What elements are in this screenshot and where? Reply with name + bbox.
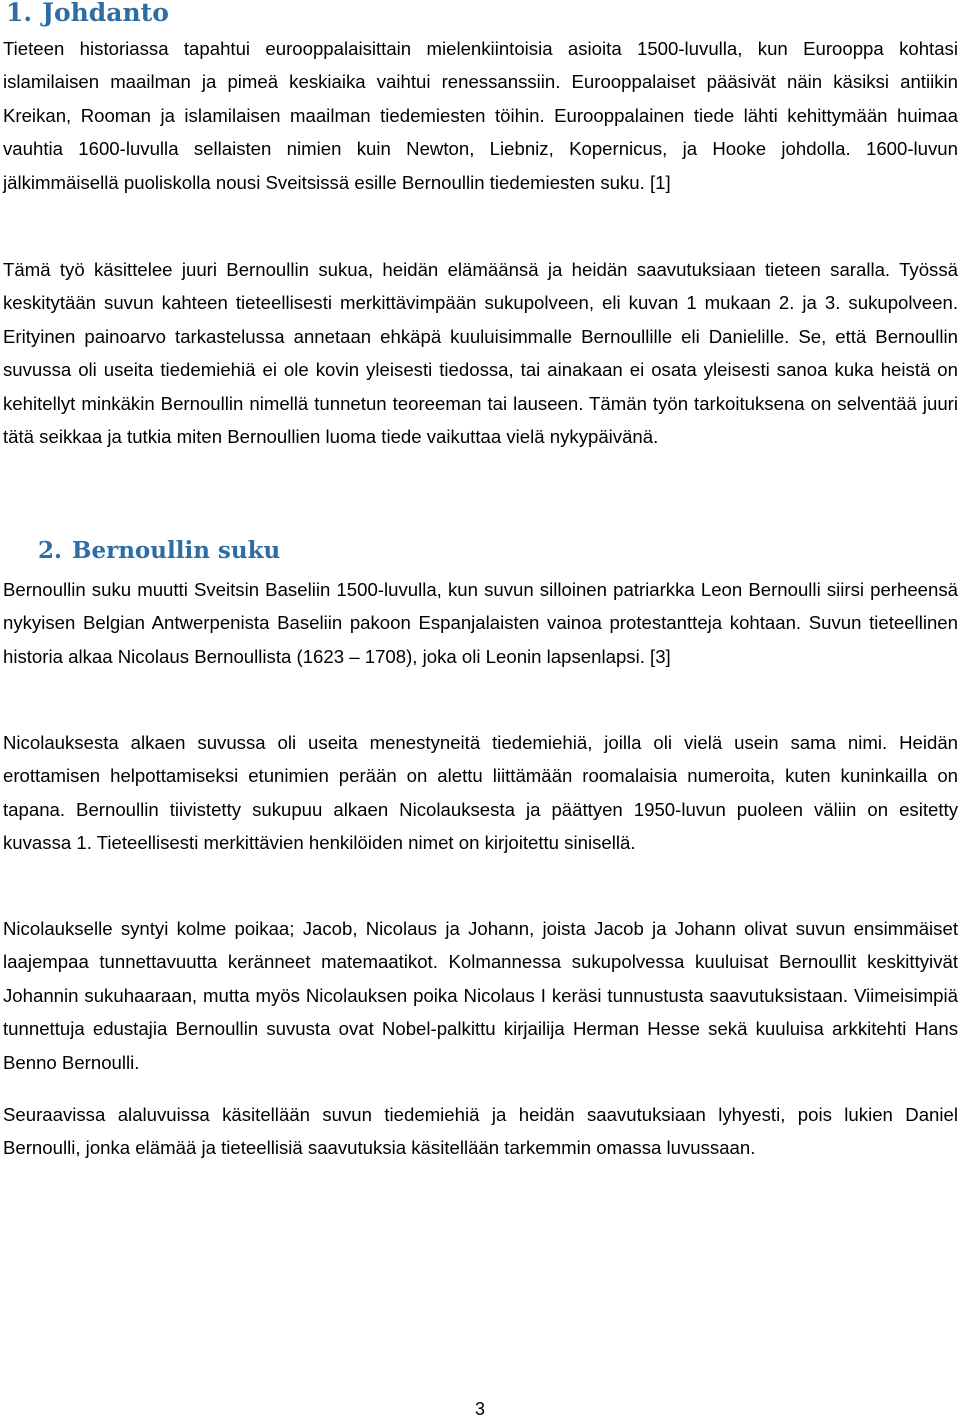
- section-1-number: 1.: [6, 0, 33, 27]
- section-2-paragraph-3: Nicolaukselle syntyi kolme poikaa; Jacob, Nicolaus ja Johann, joista Jacob ja Johann olivat suvun ensimmäiset laajempaa tunnettavuutta keränneet matemaatikot. Kolmannessa sukupolvessa kuuluisat Bernoullit keskittyivät Johannin sukuhaaraan, mutta myös Nicolauksen poika Nicolaus I keräsi tunnustusta saavutuksistaan. Viimeisimpiä tunnettuja edustajia Bernoullin suvusta ovat Nobel-palkittu kirjailija Herman Hesse sekä kuuluisa arkkitehti Hans Benno Bernoulli.: [3, 918, 958, 1073]
- section-1-paragraph-1: Tieteen historiassa tapahtui eurooppalaisittain mielenkiintoisia asioita 1500-luvulla, kun Eurooppa kohtasi islamilaisen maailman ja pimeä keskiaika vaihtui renessanssiin. Eurooppalaiset pääsivät näin käsiksi antiikin Kreikan, Rooman ja islamilaisen maailman tiedemiesten töihin. Eurooppalainen tiede lähti kehittymään huimaa vauhtia 1600-luvulla sellaisten nimien kuin Newton, Liebniz, Kopernicus, ja Hooke johdolla. 1600-luvun jälkimmäisellä puoliskolla nousi Sveitsissä esille Bernoullin tiedemiesten suku. [1]: [3, 38, 958, 193]
- page-number: 3: [474, 1399, 485, 1419]
- section-2-number: 2.: [38, 537, 63, 564]
- section-2-heading: [38, 534, 280, 568]
- section-2-paragraph-1: Bernoullin suku muutti Sveitsin Baseliin 1500-luvulla, kun suvun silloinen patriarkka Leon Bernoulli siirsi perheensä nykyisen Belgian Antwerpenista Baseliin pakoon Espanjalaisten vainoa protestantteja kohtaan. Suvun tieteellinen historia alkaa Nicolaus Bernoullista (1623 – 1708), joka oli Leonin lapsenlapsi. [3]: [3, 579, 958, 667]
- section-1-paragraph-2: Tämä työ käsittelee juuri Bernoullin sukua, heidän elämäänsä ja heidän saavutuksiaan tieteen saralla. Työssä keskitytään suvun kahteen tieteellisesti merkittävimpään sukupolveen, eli kuvan 1 mukaan 2. ja 3. sukupolveen. Erityinen painoarvo tarkastelussa annetaan ehkäpä kuuluisimmalle Bernoullille eli Danielille. Se, että Bernoullin suvussa oli useita tiedemiehiä ei ole kovin yleisesti tiedossa, tai ainakaan ei osata yleisesti sanoa kuka heistä on kehitellyt minkäkin Bernoullin nimellä tunnetun teoreeman tai lauseen. Tämän työn tarkoituksena on selventää juuri tätä seikkaa ja tutkia miten Bernoullien luoma tiede vaikuttaa vielä nykypäivänä.: [3, 259, 958, 448]
- section-1-title: Johdanto: [42, 0, 169, 27]
- section-2-paragraph-4: Seuraavissa alaluvuissa käsitellään suvun tiedemiehiä ja heidän saavutuksiaan lyhyesti, pois lukien Daniel Bernoulli, jonka elämää ja tieteellisiä saavutuksia käsitellään tarkemmin omassa luvussaan.: [3, 1104, 958, 1159]
- section-1-heading: [6, 0, 169, 30]
- section-2-paragraph-2: Nicolauksesta alkaen suvussa oli useita menestyneitä tiedemiehiä, joilla oli vielä usein sama nimi. Heidän erottamisen helpottamiseksi etunimien perään on alettu liittämään roomalaisia numeroita, kuten kuninkailla on tapana. Bernoullin tiivistetty sukupuu alkaen Nicolauksesta ja päättyen 1950-luvun puoleen väliin on esitetty kuvassa 1. Tieteellisesti merkittävien henkilöiden nimet on kirjoitettu sinisellä.: [3, 732, 958, 854]
- section-2-title: Bernoullin suku: [72, 537, 281, 564]
